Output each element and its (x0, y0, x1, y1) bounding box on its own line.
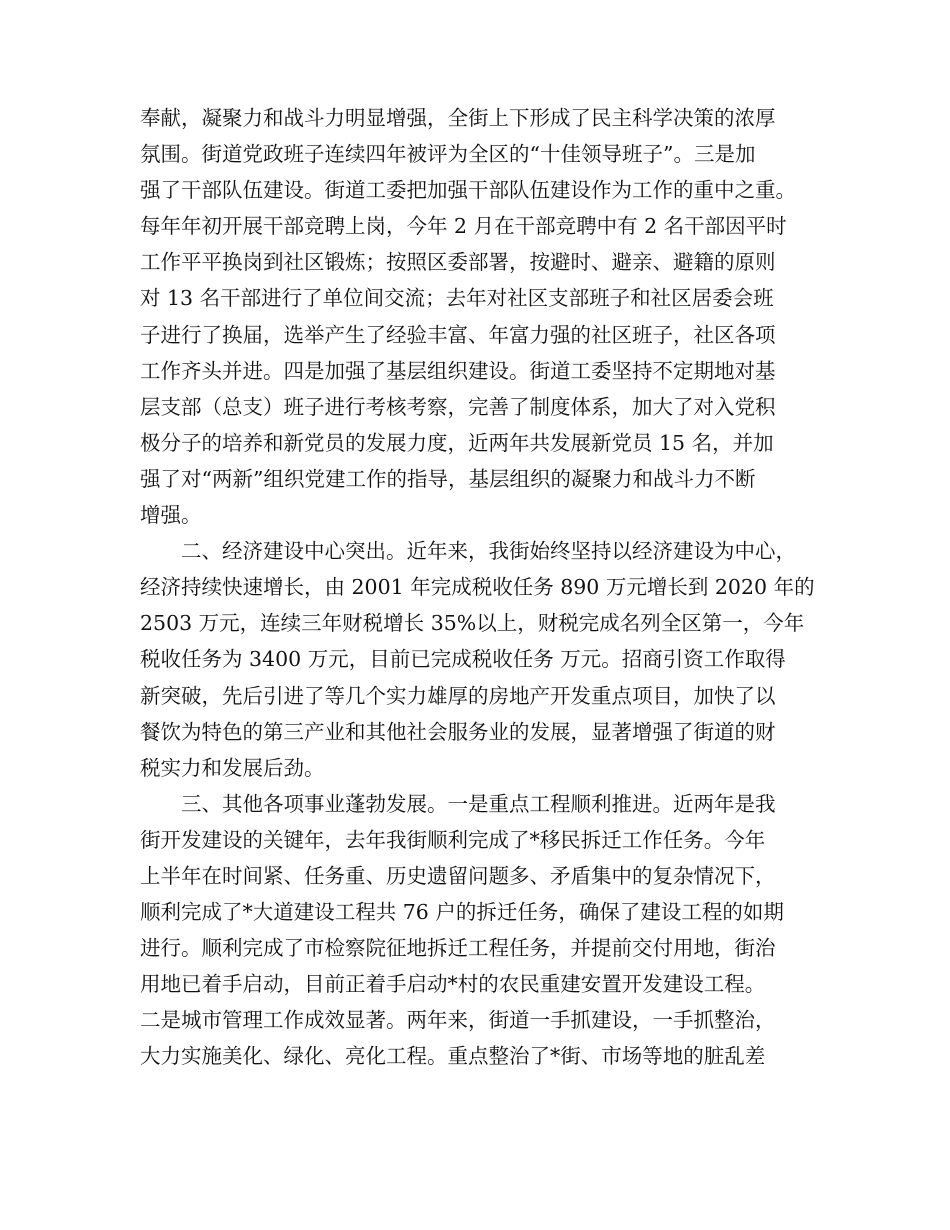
text-line: 极分子的培养和新党员的发展力度，近两年共发展新党员 15 名，并加 (140, 430, 774, 455)
paragraph-other-undertakings (140, 786, 830, 1075)
text-line: 二、经济建设中心突出。近年来，我街始终坚持以经济建设为中心， (140, 539, 796, 564)
text-line: 街开发建设的关键年，去年我街顺利完成了*移民拆迁工作任务。今年 (140, 827, 766, 852)
text-line: 税收任务为 3400 万元，目前已完成税收任务 万元。招商引资工作取得 (140, 647, 786, 672)
text-line: 对 13 名干部进行了单位间交流；去年对社区支部班子和社区居委会班 (140, 286, 774, 311)
text-line: 新突破，先后引进了等几个实力雄厚的房地产开发重点项目，加快了以 (140, 683, 776, 708)
paragraph-party-building (140, 100, 830, 533)
text-line: 强了干部队伍建设。街道工委把加强干部队伍建设作为工作的重中之重。 (140, 178, 796, 203)
text-line: 大力实施美化、绿化、亮化工程。重点整治了*街、市场等地的脏乱差 (140, 1044, 766, 1069)
text-line: 增强。 (140, 503, 202, 528)
text-line: 用地已着手启动，目前正着手启动*村的农民重建安置开发建设工程。 (140, 972, 766, 997)
text-line: 顺利完成了*大道建设工程共 76 户的拆迁任务，确保了建设工程的如期 (140, 900, 784, 925)
text-line: 工作齐头并进。四是加强了基层组织建设。街道工委坚持不定期地对基 (140, 358, 776, 383)
text-line: 经济持续快速增长，由 2001 年完成税收任务 890 万元增长到 2020 年的 (140, 575, 815, 600)
text-line: 氛围。街道党政班子连续四年被评为全区的“十佳领导班子”。三是加 (140, 142, 756, 167)
text-line: 2503 万元，连续三年财税增长 35%以上，财税完成名列全区第一，今年 (140, 611, 805, 636)
text-line: 税实力和发展后劲。 (140, 755, 325, 780)
text-line: 进行。顺利完成了市检察院征地拆迁工程任务，并提前交付用地，街治 (140, 936, 776, 961)
text-line: 餐饮为特色的第三产业和其他社会服务业的发展，显著增强了街道的财 (140, 719, 776, 744)
text-line: 子进行了换届，选举产生了经验丰富、年富力强的社区班子，社区各项 (140, 322, 776, 347)
paragraph-economic-construction (140, 533, 830, 786)
text-line: 每年年初开展干部竞聘上岗，今年 2 月在干部竞聘中有 2 名干部因平时 (140, 214, 787, 239)
text-line: 工作平平换岗到社区锻炼；按照区委部署，按避时、避亲、避籍的原则 (140, 250, 776, 275)
text-line: 上半年在时间紧、任务重、历史遗留问题多、矛盾集中的复杂情况下， (140, 863, 776, 888)
text-line: 层支部（总支）班子进行考核考察，完善了制度体系，加大了对入党积 (140, 394, 776, 419)
text-line: 强了对“两新”组织党建工作的指导，基层组织的凝聚力和战斗力不断 (140, 466, 756, 491)
text-line: 三、其他各项事业蓬勃发展。一是重点工程顺利推进。近两年是我 (140, 791, 776, 816)
text-line: 二是城市管理工作成效显著。两年来，街道一手抓建设，一手抓整治， (140, 1008, 776, 1033)
body-text (140, 100, 830, 1075)
text-line: 奉献，凝聚力和战斗力明显增强，全街上下形成了民主科学决策的浓厚 (140, 106, 776, 130)
